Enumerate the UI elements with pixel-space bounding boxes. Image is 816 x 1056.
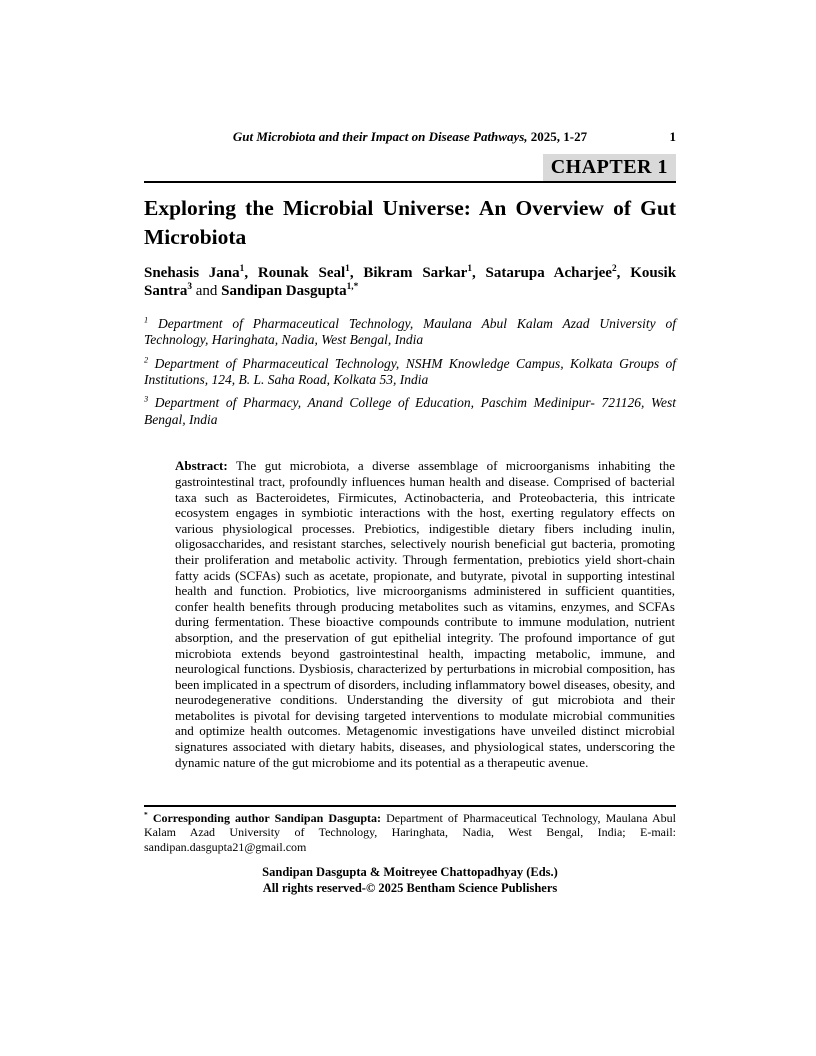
corresponding-author-footnote: [144, 805, 676, 853]
author-conjunction: and: [195, 282, 222, 299]
chapter-title: Exploring the Microbial Universe: An Overview of Gut Microbiota: [144, 196, 676, 249]
abstract: [175, 458, 675, 770]
footnote-text: Department of Pharmaceutical Technology, Maulana Abul Kalam Azad University of Technology, Haringhata, Nadia, West Bengal, India; E-mail: sandipan.dasgupta21@gmail.com: [144, 811, 676, 854]
running-title: [233, 129, 587, 145]
author-affiliation-sup: 1: [345, 264, 350, 275]
affiliation: $^2$ Department of Pharmaceutical Technology, NSHM Knowledge Campus, Kolkata Groups of Institutions, 124, B. L. Saha Road, Kolkata 53, India: [144, 355, 676, 387]
author-name: Sandipan Dasgupta: [221, 282, 347, 299]
running-title-text: Gut Microbiota and their Impact on Disease Pathways,: [232, 129, 528, 144]
page-number: 1: [669, 129, 676, 144]
affiliation: $^1$ Department of Pharmaceutical Technology, Maulana Abul Kalam Azad University of Technology, Haringhata, Nadia, West Bengal, India: [144, 315, 676, 348]
chapter-banner: CHAPTER 1: [543, 154, 676, 181]
abstract-text: The gut microbiota, a diverse assemblage of microorganisms inhabiting the gastrointestinal tract, profoundly influences human health and disease. Comprised of bacterial taxa such as Bacteroidetes, Firmicutes, Actinobacteria, and Proteobacteria, this intricate ecosystem engages in symbiotic interactions with the host, exerting regulatory effects on various physiological processes. Prebiotics, indigestible dietary fibers including inulin, oligosaccharides, and resistant starches, selectively nourish beneficial gut bacteria, promoting their proliferation and metabolic activity. Through fermentation, prebiotics yield short-chain fatty acids (SCFAs) such as acetate, propionate, and butyrate, pivotal in supporting intestinal health and function. Probiotics, live microorganisms administered in sufficient quantities, confer health benefits through producing metabolites such as vitamins, enzymes, and SCFAs during fermentation. These bioactive compounds contribute to immune modulation, nutrient absorption, and the preservation of gut epithelial integrity. The profound importance of gut microbiota extends beyond gastrointestinal health, impacting metabolic, immune, and neurological functions. Dysbiosis, characterized by perturbations in microbial composition, has been implicated in a spectrum of disorders, including inflammatory bowel diseases, obesity, and neurodegenerative conditions. Understanding the diversity of gut microbiota and their metabolites is pivotal for devising targeted interventions to modulate microbial communities and optimize health outcomes. Metagenomic investigations have unveiled distinct microbial signatures associated with dietary habits, diseases, and physiological states, underscoring the dynamic nature of the gut microbiome and its potential as a therapeutic avenue.: [175, 458, 676, 770]
author-affiliation-sup: 3: [187, 281, 192, 292]
author-name: Kousik Santra: [144, 265, 677, 299]
author-name: Snehasis Jana: [144, 265, 240, 282]
running-title-pages: 2025, 1-27: [530, 129, 588, 144]
author-affiliation-sup: 1: [239, 264, 245, 275]
author-affiliation-sup: 2: [611, 264, 617, 275]
abstract-label: Abstract:: [175, 458, 228, 474]
chapter-banner-row: [144, 154, 676, 183]
affiliation-sup: 2: [144, 355, 149, 364]
author-name: Satarupa Acharjee: [485, 265, 612, 282]
author-list: Snehasis Jana$^1$, Rounak Seal$^1$, Bikram Sarkar$^1$, Satarupa Acharjee$^2$, Kousik Santra$^3$ and Sandipan Dasgupta$^{1,*}$: [144, 264, 677, 299]
affiliation: $^3$ Department of Pharmacy, Anand College of Education, Paschim Medinipur- 721126, West Bengal, India: [144, 394, 676, 427]
author-affiliation-sup: 1: [467, 264, 472, 275]
affiliation-sup: 3: [144, 394, 149, 404]
author-name: Bikram Sarkar: [363, 265, 468, 282]
footnote-marker: *: [144, 810, 148, 820]
publisher-footer: [144, 864, 676, 896]
author-name: Rounak Seal: [257, 265, 346, 282]
rights-line: All rights reserved-© 2025 Bentham Science Publishers: [262, 880, 558, 895]
footnote-label: Corresponding author Sandipan Dasgupta:: [152, 811, 382, 826]
editors-line: Sandipan Dasgupta & Moitreyee Chattopadhyay (Eds.): [262, 864, 558, 879]
author-affiliation-sup: 1,*: [346, 281, 359, 292]
affiliation-list: [144, 316, 676, 429]
affiliation-sup: 1: [144, 315, 149, 325]
running-header: [144, 129, 676, 145]
